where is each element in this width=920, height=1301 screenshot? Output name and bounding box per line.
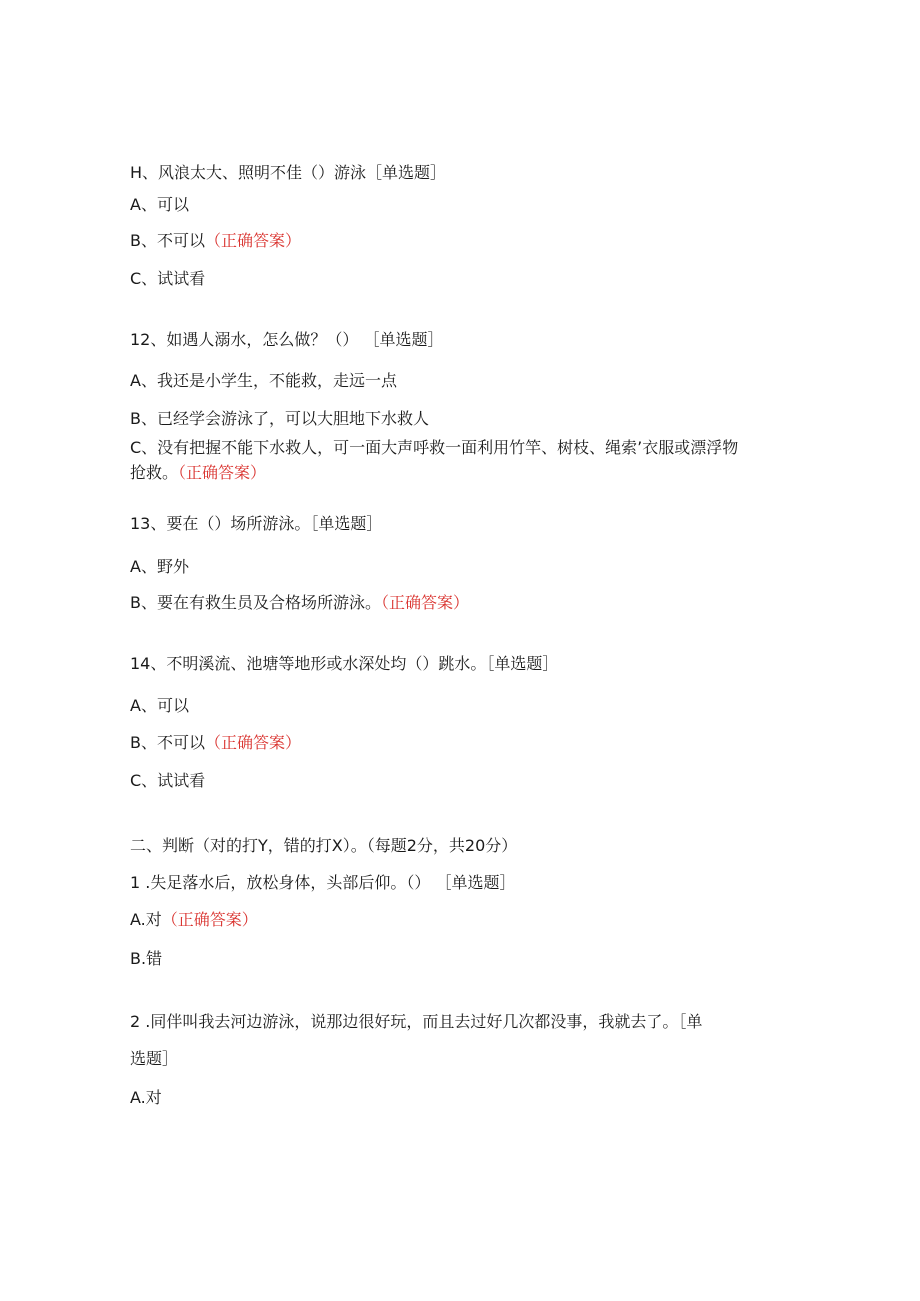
- option-a: A、可以: [130, 696, 189, 715]
- option-text: B、不可以: [130, 231, 205, 250]
- correct-answer-mark: （正确答案）: [380, 593, 469, 612]
- section-heading: 二、判断（对的打Y，错的打X）。（每题2分，共20分）: [130, 836, 518, 855]
- option-a: A、我还是小学生，不能救，走远一点: [130, 371, 397, 390]
- option-a: A、可以: [130, 195, 189, 214]
- question-stem: H、风浪太大、照明不佳（）游泳［单选题］: [130, 163, 447, 182]
- option-c-continued: [130, 462, 266, 484]
- correct-answer-mark: （正确答案）: [178, 463, 267, 482]
- question-stem: 1 .失足落水后，放松身体，头部后仰。（） ［单选题］: [130, 873, 516, 892]
- option-b: B.错: [130, 949, 163, 968]
- option-a: [130, 909, 258, 931]
- correct-answer-mark: （正确答案）: [204, 231, 301, 250]
- option-b: [130, 230, 301, 252]
- question-stem: 2 .同伴叫我去河边游泳，说那边很好玩，而且去过好几次都没事，我就去了。［单: [130, 1012, 703, 1031]
- option-c: C、没有把握不能下水救人，可一面大声呼救一面利用竹竿、树枝、绳索’衣服或漂浮物: [130, 438, 739, 457]
- option-c: C、试试看: [130, 771, 206, 790]
- correct-answer-mark: （正确答案）: [161, 910, 258, 929]
- correct-answer-mark: （正确答案）: [204, 733, 301, 752]
- option-b: [130, 592, 469, 614]
- option-b: B、已经学会游泳了，可以大胆地下水救人: [130, 409, 429, 428]
- option-b: [130, 732, 301, 754]
- question-stem: 14、不明溪流、池塘等地形或水深处均（）跳水。［单选题］: [130, 654, 559, 673]
- option-a: A、野外: [130, 557, 189, 576]
- option-text: B、要在有救生员及合格场所游泳。: [130, 593, 381, 612]
- option-text: B、不可以: [130, 733, 205, 752]
- option-c: C、试试看: [130, 269, 206, 288]
- question-stem: 12、如遇人溺水，怎么做？（） ［单选题］: [130, 330, 444, 349]
- option-text: A.对: [130, 910, 162, 929]
- question-stem-continued: 选题］: [130, 1049, 179, 1068]
- option-a: A.对: [130, 1088, 162, 1107]
- question-stem: 13、要在（）场所游泳。［单选题］: [130, 514, 383, 533]
- option-text: 抢救。: [130, 463, 179, 482]
